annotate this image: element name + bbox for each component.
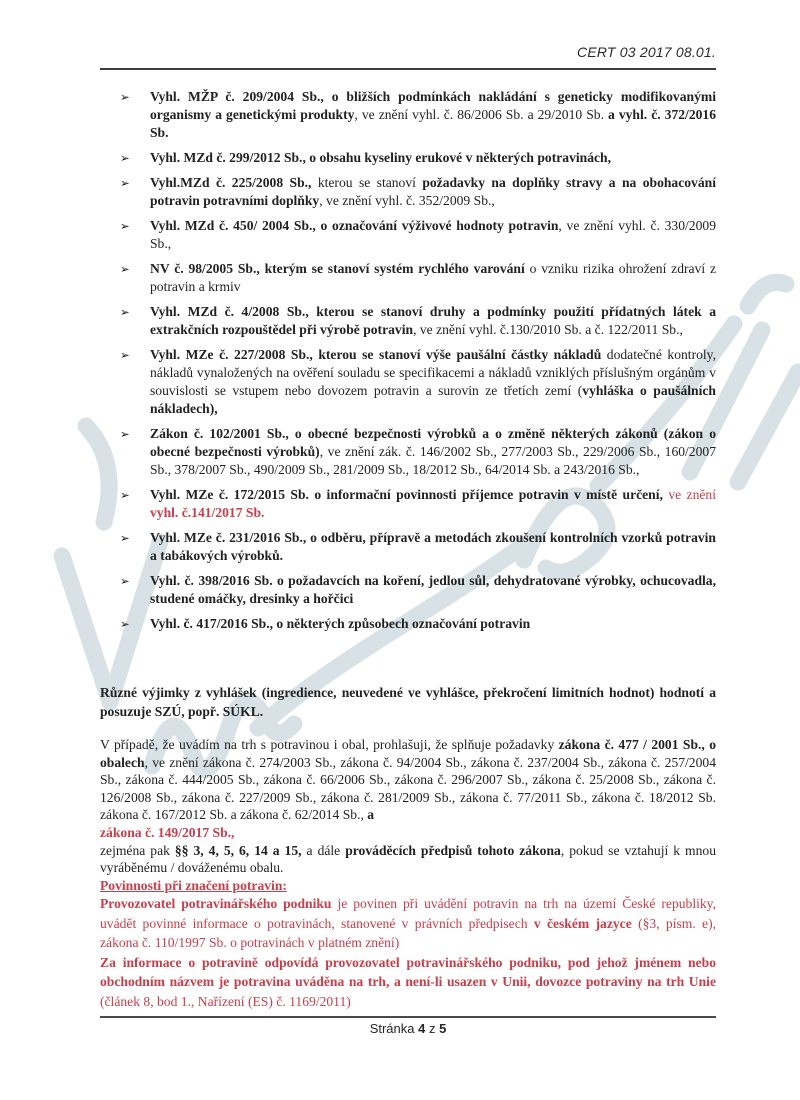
arrow-bullet-icon: ➢ bbox=[120, 151, 130, 165]
arrow-bullet-icon: ➢ bbox=[120, 90, 130, 104]
labeling-duties-heading: Povinnosti při značení potravin: bbox=[100, 877, 287, 893]
page-total: 5 bbox=[439, 1021, 447, 1036]
footer-rule bbox=[100, 1016, 716, 1018]
text-segment: Vyhl. MZd č. 4/2008 Sb., kterou se stanoví druhy a podmínky použití přídatných látek a extrakčních rozpouštědel při výrobě potravin bbox=[150, 304, 716, 337]
text-segment: , ve znění vyhl. č.130/2010 Sb. a č. 122/2011 Sb., bbox=[413, 322, 683, 337]
text-segment: Vyhl. MZd č. 299/2012 Sb., o obsahu kyseliny erukové v některých potravinách, bbox=[150, 150, 611, 165]
text-segment: a vyhl. č. 372/2016 Sb. bbox=[150, 107, 717, 140]
list-item bbox=[100, 217, 716, 253]
arrow-bullet-icon: ➢ bbox=[120, 488, 130, 502]
regulation-list bbox=[100, 88, 716, 640]
text-segment: a bbox=[367, 807, 375, 823]
arrow-bullet-icon: ➢ bbox=[120, 574, 130, 588]
text-segment: je povinen při uvádění potravin na trh na území České republiky, uvádět povinné informace o potravinách, stanovené v právních předpisech bbox=[100, 896, 716, 931]
text-segment: Stránka bbox=[369, 1021, 419, 1036]
list-item bbox=[100, 572, 716, 608]
text-segment: Vyhl. MZe č. 227/2008 Sb., kterou se stanoví výše paušální částky nákladů bbox=[150, 347, 602, 362]
page-number-footer bbox=[100, 1021, 716, 1036]
text-segment: a dále bbox=[301, 842, 346, 858]
page-number: 4 bbox=[418, 1021, 426, 1036]
text-segment: z bbox=[425, 1021, 440, 1036]
arrow-bullet-icon: ➢ bbox=[120, 219, 130, 233]
list-item bbox=[100, 303, 716, 339]
text-segment: Vyhl. MZe č. 172/2015 Sb. o informační povinnosti příjemce potravin v místě určení, bbox=[150, 487, 663, 502]
text-segment: vyhláška o paušálních nákladech bbox=[150, 383, 716, 416]
text-segment: kterou se stanoví bbox=[311, 175, 423, 190]
text-segment: V případě, že uvádím na trh s potravinou i obal, prohlašuji, že splňuje požadavky bbox=[100, 737, 559, 752]
text-segment: (§3, písm. e), zákona č. 110/1997 Sb. o potravinách v platném znění) bbox=[100, 915, 717, 950]
text-segment: Vyhl. č. 398/2016 Sb. o požadavcích na koření, jedlou sůl, dehydratované výrobky, ochucovadla, studené omáčky, dresinky a hořčici bbox=[150, 573, 716, 606]
text-segment: dodatečné kontroly, nákladů vynaložených na ověření souladu se specifikacemi a nákladů vzniklých příslušným orgánům v souvislosti se vstupem nebo dovozem potravin a surovin ze třetích zemí ( bbox=[150, 347, 716, 398]
text-segment: , ve znění zákona č. 274/2003 Sb., zákona č. 94/2004 Sb., zákona č. 237/2004 Sb., zákona č. 257/2004 Sb., zákona č. 444/2005 Sb., zákona č. 66/2006 Sb., zákona č. 296/2007 Sb., zákona č. 25/2008 Sb., zákona č. 126/2008 Sb., zákona č. 227/2009 Sb., zákona č. 281/2009 Sb., zákona č. 77/2011 Sb., zákona č. 18/2012 Sb. zákona č. 167/2012 Sb. a zákona č. 62/2014 Sb., bbox=[100, 754, 716, 823]
list-item bbox=[100, 486, 716, 522]
list-item bbox=[100, 425, 716, 479]
arrow-bullet-icon: ➢ bbox=[120, 617, 130, 631]
arrow-bullet-icon: ➢ bbox=[120, 176, 130, 190]
text-segment: zákona č. 149/2017 Sb., bbox=[100, 824, 235, 840]
arrow-bullet-icon: ➢ bbox=[120, 305, 130, 319]
text-segment: Zákon č. 102/2001 Sb., o obecné bezpečnosti výrobků a o změně některých zákonů (zákon o obecné bezpečnosti výrobků) bbox=[150, 426, 716, 459]
text-segment: o vzniku rizika ohrožení zdraví z potravin a krmiv bbox=[150, 261, 716, 294]
text-segment: , ve znění vyhl. č. 330/2009 Sb., bbox=[150, 218, 716, 251]
text-segment: , ve znění vyhl. č. 86/2006 Sb. a 29/2010 Sb. bbox=[354, 107, 609, 122]
text-segment: Vyhl. MZd č. 450/ 2004 Sb., o označování výživové hodnoty potravin bbox=[150, 218, 559, 233]
arrow-bullet-icon: ➢ bbox=[120, 531, 130, 545]
text-segment: ve znění bbox=[662, 487, 716, 502]
text-segment: , pokud se vztahují k mnou vyráběnému / dováženému obalu. bbox=[100, 842, 717, 876]
text-segment: , ve znění vyhl. č. 352/2009 Sb., bbox=[319, 193, 495, 208]
packaging-paragraph bbox=[100, 736, 716, 894]
list-item bbox=[100, 529, 716, 565]
arrow-bullet-icon: ➢ bbox=[120, 427, 130, 441]
text-segment: zejména pak bbox=[100, 842, 175, 858]
labeling-paragraph bbox=[100, 894, 716, 1011]
text-segment: , ve znění zák. č. 146/2002 Sb., 277/2003 Sb., 229/2006 Sb., 160/2007 Sb., 378/2007 Sb., 490/2009 Sb., 281/2009 Sb., 18/2012 Sb., 64/2014 Sb. a 243/2016 Sb., bbox=[150, 444, 716, 477]
text-segment: Vyhl.MZd č. 225/2008 Sb., bbox=[150, 175, 312, 190]
text-segment: Provozovatel potravinářského podniku bbox=[100, 896, 332, 911]
text-segment: §§ 3, 4, 5, 6, 14 a 15, bbox=[174, 842, 302, 858]
exceptions-paragraph bbox=[100, 684, 716, 721]
text-segment: NV č. 98/2005 Sb., kterým se stanoví systém rychlého varování bbox=[150, 261, 525, 276]
text-segment: (článek 8, bod 1., Nařízení (ES) č. 1169/2011) bbox=[100, 993, 351, 1009]
list-item bbox=[100, 174, 716, 210]
text-segment: Vyhl. MŽP č. 209/2004 Sb., o bližších podmínkách nakládání s geneticky modifikovanými organismy a genetickými produkty bbox=[150, 89, 716, 122]
text-segment: vyhl. č.141/2017 Sb. bbox=[150, 505, 265, 520]
text-segment: Vyhl. MZe č. 231/2016 Sb., o odběru, přípravě a metodách zkoušení kontrolních vzorků potravin a tabákových výrobků. bbox=[150, 530, 716, 563]
list-item bbox=[100, 88, 716, 142]
text-segment: Různé výjimky z vyhlášek (ingredience, neuvedené ve vyhlášce, překročení limitních hodnot) hodnotí a posuzuje SZÚ, popř. SÚKL. bbox=[100, 685, 716, 719]
list-item bbox=[100, 346, 716, 418]
list-item bbox=[100, 149, 716, 167]
text-segment: ), bbox=[209, 401, 218, 416]
text-segment: požadavky na doplňky stravy a na obohacování potravin potravními doplňky bbox=[150, 175, 716, 208]
text-segment: v českém jazyce bbox=[533, 915, 632, 931]
arrow-bullet-icon: ➢ bbox=[120, 262, 130, 276]
text-segment: Za informace o potravině odpovídá provozovatel potravinářského podniku, pod jehož jménem nebo obchodním názvem je potravina uváděna na trh, a není-li usazen v Unii, dovozce potraviny na trh Unie bbox=[100, 954, 716, 989]
text-segment: zákona č. 477 / 2001 Sb., o obalech bbox=[100, 737, 716, 770]
header-rule bbox=[100, 68, 716, 70]
text-segment: prováděcích předpisů tohoto zákona bbox=[345, 842, 561, 858]
list-item bbox=[100, 615, 716, 633]
list-item bbox=[100, 260, 716, 296]
arrow-bullet-icon: ➢ bbox=[120, 348, 130, 362]
text-segment: Vyhl. č. 417/2016 Sb., o některých způsobech označování potravin bbox=[150, 616, 531, 631]
document-code: CERT 03 2017 08.01. bbox=[577, 44, 716, 60]
